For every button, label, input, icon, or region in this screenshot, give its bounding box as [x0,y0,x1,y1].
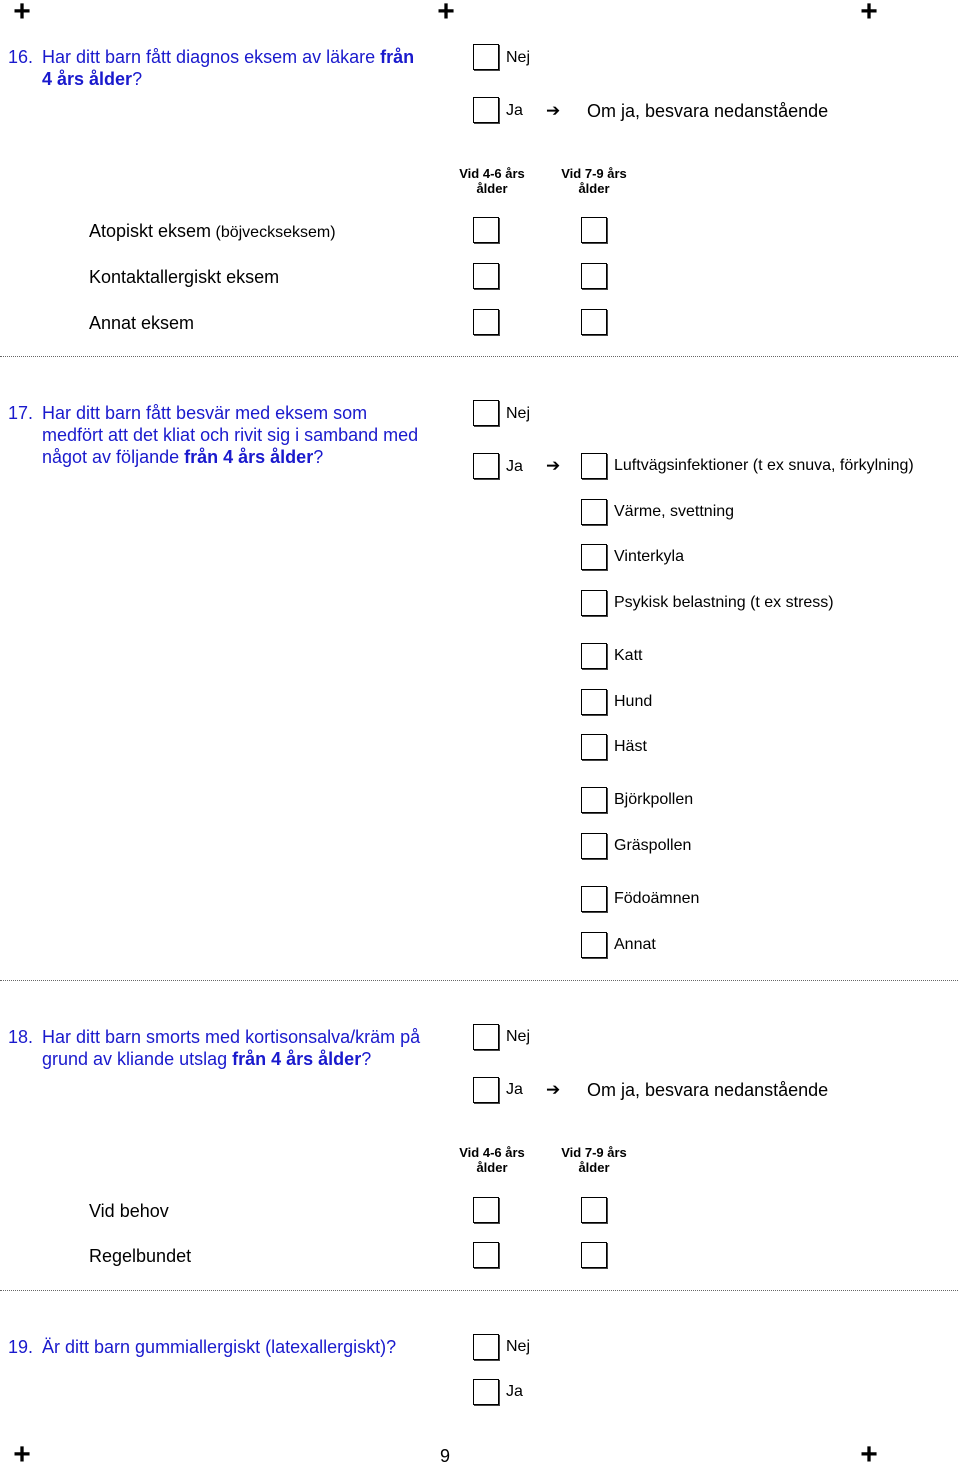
q17-ja-label: Ja [506,458,523,475]
question-number: 18. [8,1027,34,1047]
q16-kontakt-7-9-checkbox[interactable] [581,263,607,289]
question-text: Har ditt barn smorts med kortisonsalva/kräm på [42,1027,421,1047]
q19-ja-label: Ja [506,1383,523,1400]
question-text: Har ditt barn fått diagnos eksem av läkare [42,47,381,67]
q18-nej-label: Nej [506,1028,531,1045]
q17-option-checkbox[interactable] [581,787,607,813]
question-18 [8,1026,420,1070]
q16-annat-4-6-checkbox[interactable] [473,309,499,335]
question-text-bold: från [380,47,415,67]
registration-mark-bottom-right: + [860,1438,878,1471]
arrow-right-icon: ➔ [546,101,561,120]
q19-nej-checkbox[interactable] [473,1334,499,1360]
q19-ja-checkbox[interactable] [473,1379,499,1405]
q18-instruction: Om ja, besvara nedanstående [587,1080,829,1100]
registration-mark-top-center: + [437,0,455,28]
q16-nej-label: Nej [506,49,531,66]
q16-row-annat-eksem: Annat eksem [89,313,195,333]
q17-option-checkbox[interactable] [581,453,607,479]
q18-vid-behov-4-6-checkbox[interactable] [473,1197,499,1223]
q17-option-label: Hund [614,693,653,710]
q17-option-label: Björkpollen [614,791,694,808]
question-text: ? [361,1049,372,1069]
q18-regelbundet-7-9-checkbox[interactable] [581,1242,607,1268]
section-divider [0,356,958,357]
question-text-bold: från 4 års ålder [184,447,314,467]
question-text: något av följande [42,447,185,467]
q17-option-label: Psykisk belastning (t ex stress) [614,594,834,611]
registration-mark-bottom-left: + [13,1438,31,1471]
age-column-header-7-9: Vid 7-9 års ålder [561,166,627,196]
arrow-right-icon: ➔ [546,456,561,475]
q16-instruction: Om ja, besvara nedanstående [587,101,829,121]
age-column-header-7-9: Vid 7-9 års ålder [561,1145,627,1175]
q17-option-label: Luftvägsinfektioner (t ex snuva, förkylning) [614,457,914,474]
arrow-right-icon: ➔ [546,1080,561,1099]
q18-row-regelbundet: Regelbundet [89,1246,192,1266]
question-number: 19. [8,1337,34,1357]
question-16 [8,46,414,90]
question-text: Har ditt barn fått besvär med eksem som [42,403,368,423]
q17-option-label: Katt [614,647,643,664]
q17-option-checkbox[interactable] [581,932,607,958]
q17-option-checkbox[interactable] [581,689,607,715]
q16-annat-7-9-checkbox[interactable] [581,309,607,335]
q17-option-checkbox[interactable] [581,886,607,912]
q17-nej-checkbox[interactable] [473,400,499,426]
q17-option-checkbox[interactable] [581,833,607,859]
q17-option-label: Värme, svettning [614,503,735,520]
question-text: medfört att det kliat och rivit sig i samband med [42,425,419,445]
q16-atopiskt-7-9-checkbox[interactable] [581,217,607,243]
q16-kontakt-4-6-checkbox[interactable] [473,263,499,289]
q17-nej-label: Nej [506,405,531,422]
q17-option-checkbox[interactable] [581,499,607,525]
registration-mark-top-left: + [13,0,31,28]
q16-atopiskt-4-6-checkbox[interactable] [473,217,499,243]
question-text: Är ditt barn gummiallergiskt (latexallergiskt)? [42,1337,397,1357]
q17-option-checkbox[interactable] [581,590,607,616]
q18-regelbundet-4-6-checkbox[interactable] [473,1242,499,1268]
q18-ja-label: Ja [506,1081,523,1098]
question-17 [8,402,418,468]
q18-ja-checkbox[interactable] [473,1077,499,1103]
age-column-header-4-6: Vid 4-6 års ålder [459,1145,525,1175]
q17-option-checkbox[interactable] [581,734,607,760]
q18-row-vid-behov: Vid behov [89,1201,169,1221]
q16-row-atopiskt-eksem: Atopiskt eksem (böjveckseksem) [89,221,336,241]
q16-row-kontaktallergiskt-eksem: Kontaktallergiskt eksem [89,267,280,287]
registration-mark-top-right: + [860,0,878,28]
q17-option-checkbox[interactable] [581,643,607,669]
question-19 [8,1336,396,1358]
q17-option-checkbox[interactable] [581,544,607,570]
q17-ja-checkbox[interactable] [473,453,499,479]
question-text: ? [313,447,324,467]
question-text: grund av kliande utslag [42,1049,233,1069]
q19-nej-label: Nej [506,1338,531,1355]
q17-option-label: Häst [614,738,647,755]
q17-option-label: Födoämnen [614,890,700,907]
q18-vid-behov-7-9-checkbox[interactable] [581,1197,607,1223]
q16-ja-label: Ja [506,102,523,119]
question-text-bold: från 4 års ålder [232,1049,362,1069]
section-divider [0,980,958,981]
question-text: ? [132,69,143,89]
question-number: 17. [8,403,34,423]
question-text-bold: 4 års ålder [42,69,133,89]
question-number: 16. [8,47,34,67]
q18-nej-checkbox[interactable] [473,1024,499,1050]
age-column-header-4-6: Vid 4-6 års ålder [459,166,525,196]
q17-option-label: Vinterkyla [614,548,684,565]
q17-option-label: Gräspollen [614,837,692,854]
q17-option-label: Annat [614,936,656,953]
page-number: 9 [439,1446,450,1466]
q16-nej-checkbox[interactable] [473,44,499,70]
section-divider [0,1290,958,1291]
q16-ja-checkbox[interactable] [473,97,499,123]
